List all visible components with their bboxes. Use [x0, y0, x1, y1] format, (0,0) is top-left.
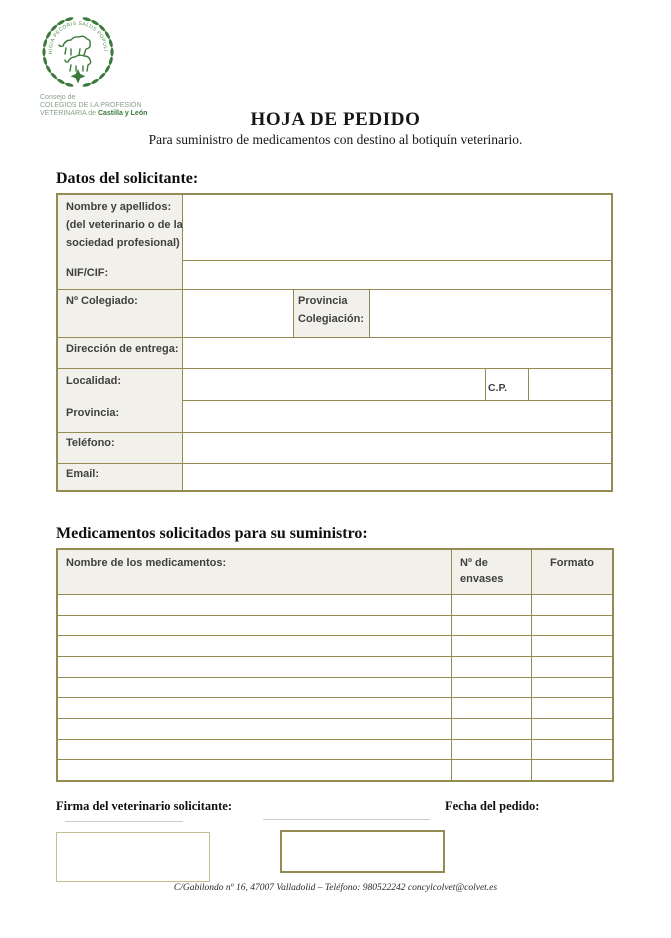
medications-section-title: Medicamentos solicitados para su suministro: [56, 525, 368, 542]
medication-row [58, 697, 612, 718]
medication-row [58, 718, 612, 739]
medication-row [58, 656, 612, 677]
medication-formato-cell[interactable] [532, 595, 612, 615]
medication-row [58, 635, 612, 656]
svg-text:HIGIA PECORIS SALUS POPULI: HIGIA PECORIS SALUS POPULI [47, 20, 109, 55]
faint-divider-line [65, 821, 183, 822]
medications-rows [58, 594, 612, 780]
medication-formato-cell[interactable] [532, 636, 612, 656]
medication-formato-cell[interactable] [532, 616, 612, 636]
medication-formato-cell[interactable] [532, 760, 612, 780]
localidad-input-cell[interactable] [184, 369, 485, 400]
medication-envases-cell[interactable] [452, 760, 532, 780]
medication-name-cell[interactable] [58, 719, 452, 739]
label-telefono: Teléfono: [66, 437, 115, 449]
label-num-colegiado: Nº Colegiado: [66, 295, 138, 307]
medications-table [56, 548, 614, 782]
organization-logo [36, 12, 196, 118]
medication-name-cell[interactable] [58, 616, 452, 636]
label-email: Email: [66, 468, 100, 480]
veterinary-emblem-icon [36, 12, 120, 96]
date-box[interactable] [280, 830, 445, 873]
provincia-colegiacion-input-cell[interactable] [371, 290, 611, 337]
num-colegiado-input-cell[interactable] [184, 290, 292, 337]
page-title: HOJA DE PEDIDO [250, 109, 421, 130]
signature-box[interactable] [56, 832, 210, 882]
medication-name-cell[interactable] [58, 678, 452, 698]
label-nombre: Nombre y apellidos: [66, 201, 172, 213]
telefono-input-cell[interactable] [184, 433, 611, 463]
medication-name-cell[interactable] [58, 760, 452, 780]
column-header-envases: Nº de envases [452, 550, 532, 594]
medication-formato-cell[interactable] [532, 719, 612, 739]
medication-envases-cell[interactable] [452, 636, 532, 656]
medication-envases-cell[interactable] [452, 657, 532, 677]
page-subtitle: Para suministro de medicamentos con destino al botiquín veterinario. [148, 132, 523, 147]
cp-input-cell[interactable] [529, 369, 611, 400]
label-nombre-sub2: sociedad profesional) [66, 237, 180, 249]
faint-divider-line [263, 819, 430, 820]
medication-row [58, 739, 612, 760]
medication-formato-cell[interactable] [532, 678, 612, 698]
nombre-input-cell[interactable] [184, 195, 611, 260]
label-nombre-sub1: (del veterinario o de la [66, 219, 183, 231]
table-grid-line [485, 368, 486, 400]
medication-envases-cell[interactable] [452, 698, 532, 718]
medication-formato-cell[interactable] [532, 740, 612, 760]
medication-name-cell[interactable] [58, 636, 452, 656]
label-nif: NIF/CIF: [66, 267, 109, 279]
org-line-1: Consejo de [40, 94, 76, 101]
medication-row [58, 615, 612, 636]
medication-envases-cell[interactable] [452, 719, 532, 739]
applicant-data-table [56, 193, 613, 492]
label-direccion: Dirección de entrega: [66, 343, 179, 355]
column-header-nombre: Nombre de los medicamentos: [58, 550, 452, 594]
label-provincia-colegiacion-2: Colegiación: [298, 313, 365, 325]
medication-name-cell[interactable] [58, 698, 452, 718]
label-cp: C.P. [488, 382, 508, 394]
footer-contact-info: C/Gabilondo nº 16, 47007 Valladolid – Teléfono: 980522242 concylcolvet@colvet.es [173, 883, 498, 893]
medication-envases-cell[interactable] [452, 595, 532, 615]
medications-table-header [58, 550, 612, 594]
medication-name-cell[interactable] [58, 657, 452, 677]
label-localidad: Localidad: [66, 375, 122, 387]
medication-envases-cell[interactable] [452, 740, 532, 760]
column-header-formato: Formato [550, 557, 594, 569]
medication-row [58, 759, 612, 780]
label-provincia-colegiacion-1: Provincia [298, 295, 348, 307]
date-label: Fecha del pedido: [445, 799, 540, 813]
medication-envases-cell[interactable] [452, 616, 532, 636]
medication-row [58, 677, 612, 698]
medication-formato-cell[interactable] [532, 657, 612, 677]
medication-name-cell[interactable] [58, 740, 452, 760]
medication-name-cell[interactable] [58, 595, 452, 615]
direccion-input-cell[interactable] [184, 338, 611, 368]
medication-envases-cell[interactable] [452, 678, 532, 698]
nif-input-cell[interactable] [184, 261, 611, 289]
org-line-2: COLEGIOS DE LA PROFESIÓN [40, 102, 142, 109]
email-input-cell[interactable] [184, 464, 611, 490]
signature-label: Firma del veterinario solicitante: [56, 799, 232, 813]
org-line-3: VETERINARIA de Castilla y León [40, 110, 148, 117]
medication-formato-cell[interactable] [532, 698, 612, 718]
applicant-section-title: Datos del solicitante: [56, 170, 199, 187]
label-provincia: Provincia: [66, 407, 120, 419]
provincia-input-cell[interactable] [184, 401, 611, 432]
medication-row [58, 594, 612, 615]
